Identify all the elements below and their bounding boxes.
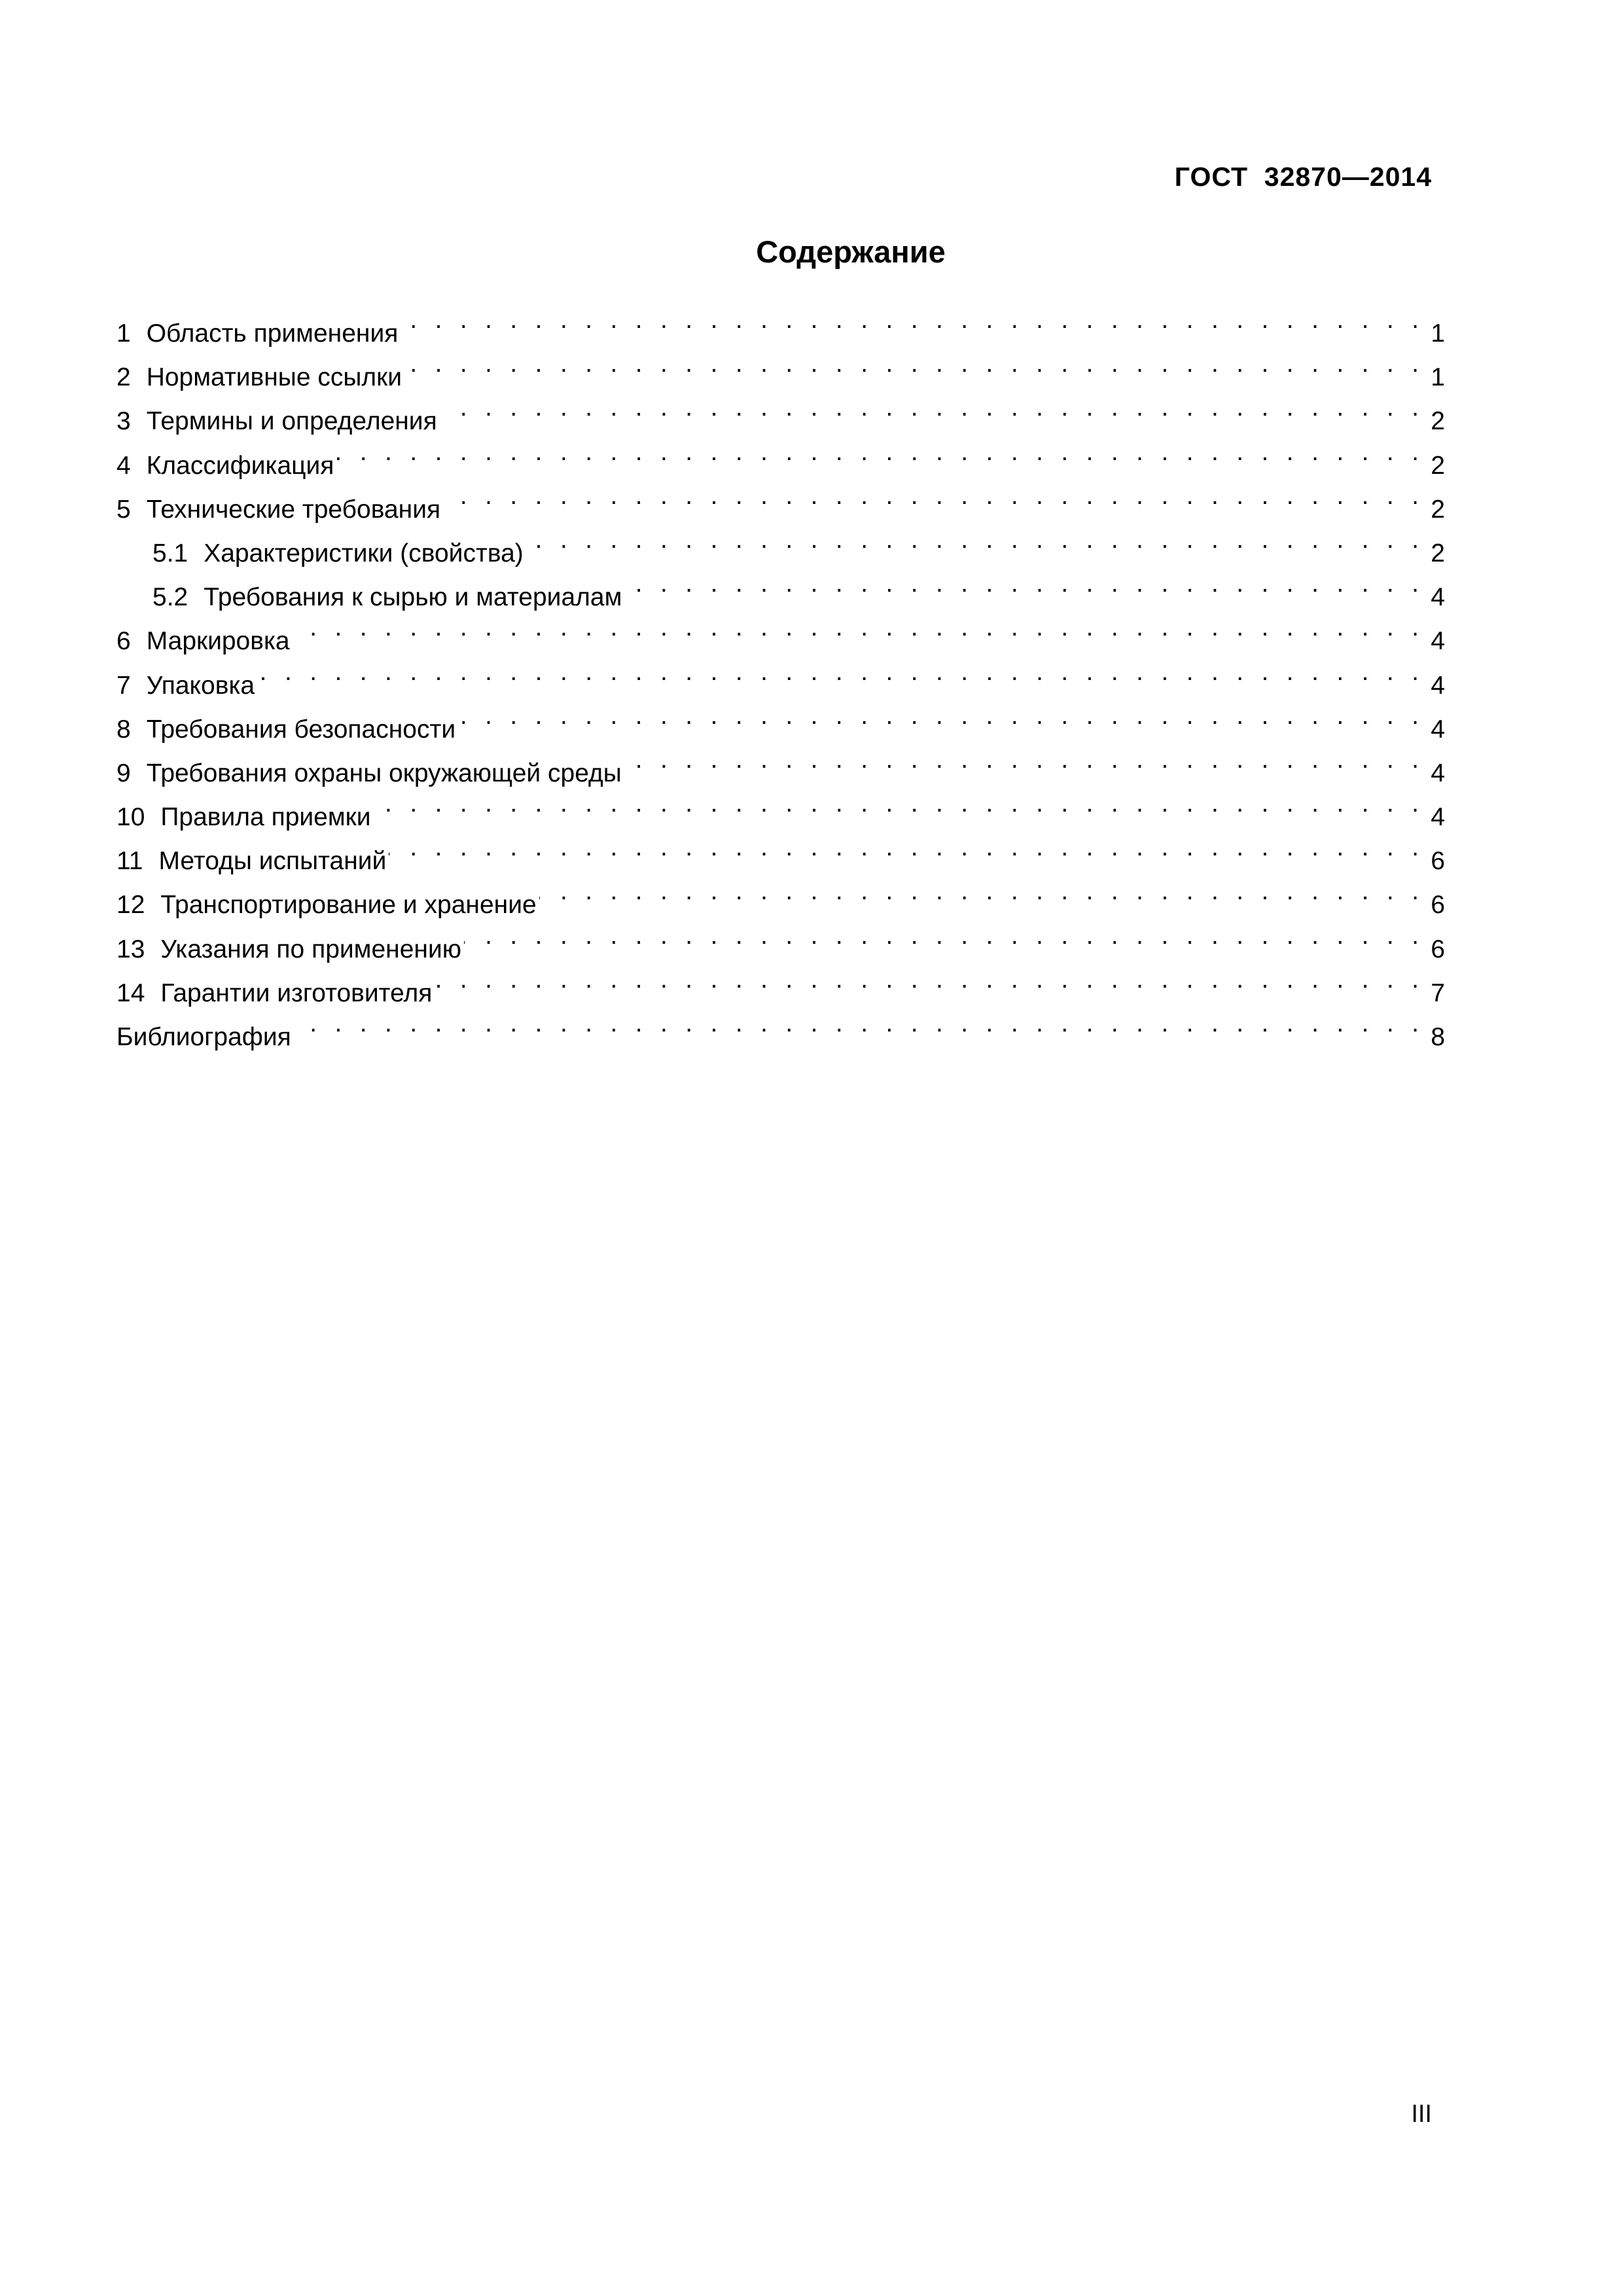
dot-leader [624,562,1424,605]
dot-leader [624,738,1424,781]
dot-leader [293,605,1425,649]
toc-entry-page: 1 [1431,363,1445,392]
toc-entry-page: 4 [1431,583,1445,612]
toc-entry-page: 4 [1431,627,1445,656]
toc-entry-label: Характеристики (свойства) [204,539,524,567]
toc-entry-number: 12 [116,891,145,920]
dot-leader [458,694,1424,738]
toc-title [0,232,1623,272]
dot-leader [443,474,1424,518]
dot-leader [336,430,1424,474]
dot-leader [435,958,1424,1001]
toc-entry-label: Требования к сырью и материалам [204,583,622,612]
dot-leader [401,298,1424,342]
toc-entry-label: Гарантии изготовителя [160,978,433,1007]
toc-entry-page: 4 [1431,715,1445,744]
dot-leader [257,650,1424,694]
toc-entry-page: 2 [1431,407,1445,436]
toc-entry-label: Требования охраны окружающей среды [146,759,622,787]
toc-entry-label: Библиография [116,1023,291,1051]
toc-entry-page: 8 [1431,1023,1445,1051]
dot-leader [464,914,1424,958]
toc-entry[interactable] [116,605,1445,656]
toc-entry-label: Упаковка [146,671,255,700]
toc-entry-page: 6 [1431,891,1445,920]
toc-entry-page: 6 [1431,847,1445,876]
toc-entry-number: 5.2 [152,583,188,612]
toc-entry-page: 4 [1431,671,1445,700]
toc-entry-label: Указания по применению [160,935,461,963]
toc-entry-number: 2 [116,363,131,392]
toc-entry-number: 5 [116,495,131,524]
dot-leader [404,342,1424,386]
dot-leader [539,869,1425,913]
toc-entry-page: 6 [1431,935,1445,963]
dot-leader [526,518,1425,562]
toc-entry-label: Классификация [146,451,334,480]
table-of-contents [116,298,1445,1051]
toc-entry-label: Требования безопасности [146,715,456,744]
toc-entry-label: Область применения [146,319,399,348]
toc-entry[interactable] [116,1001,1445,1051]
toc-entry[interactable] [116,694,1445,744]
document-code: ГОСТ 32870—2014 [1174,162,1432,192]
toc-entry-label: Правила приемки [160,803,371,832]
toc-entry-label: Технические требования [146,495,441,524]
dot-leader [440,386,1425,429]
toc-entry-label: Транспортирование и хранение [160,891,537,920]
toc-entry-label: Нормативные ссылки [146,363,402,392]
toc-entry-number: 6 [116,627,131,656]
toc-entry-label: Маркировка [146,627,290,656]
toc-entry-page: 4 [1431,803,1445,832]
dot-leader [294,1001,1425,1045]
toc-entry-number: 9 [116,759,131,787]
toc-entry-label: Методы испытаний [158,847,387,876]
toc-entry-number: 13 [116,935,145,963]
toc-entry-number: 4 [116,451,131,480]
toc-entry-number: 10 [116,803,145,832]
toc-entry-page: 4 [1431,759,1445,787]
page-number: III [1411,2100,1432,2128]
toc-entry-page: 2 [1431,451,1445,480]
toc-entry-number: 8 [116,715,131,744]
toc-entry[interactable] [116,298,1445,348]
dot-leader [389,825,1424,869]
toc-entry-number: 7 [116,671,131,700]
dot-leader [374,781,1425,825]
toc-entry-label: Термины и определения [146,407,437,436]
toc-entry-number: 5.1 [152,539,188,567]
toc-title-text: Содержание [756,234,946,269]
toc-entry-page: 1 [1431,319,1445,348]
toc-entry-page: 2 [1431,495,1445,524]
toc-entry[interactable] [116,650,1445,700]
toc-entry-number: 3 [116,407,131,436]
toc-entry-page: 2 [1431,539,1445,567]
toc-entry-number: 11 [116,847,143,876]
toc-entry-page: 7 [1431,978,1445,1007]
toc-entry-number: 1 [116,319,131,348]
toc-entry-number: 14 [116,978,145,1007]
